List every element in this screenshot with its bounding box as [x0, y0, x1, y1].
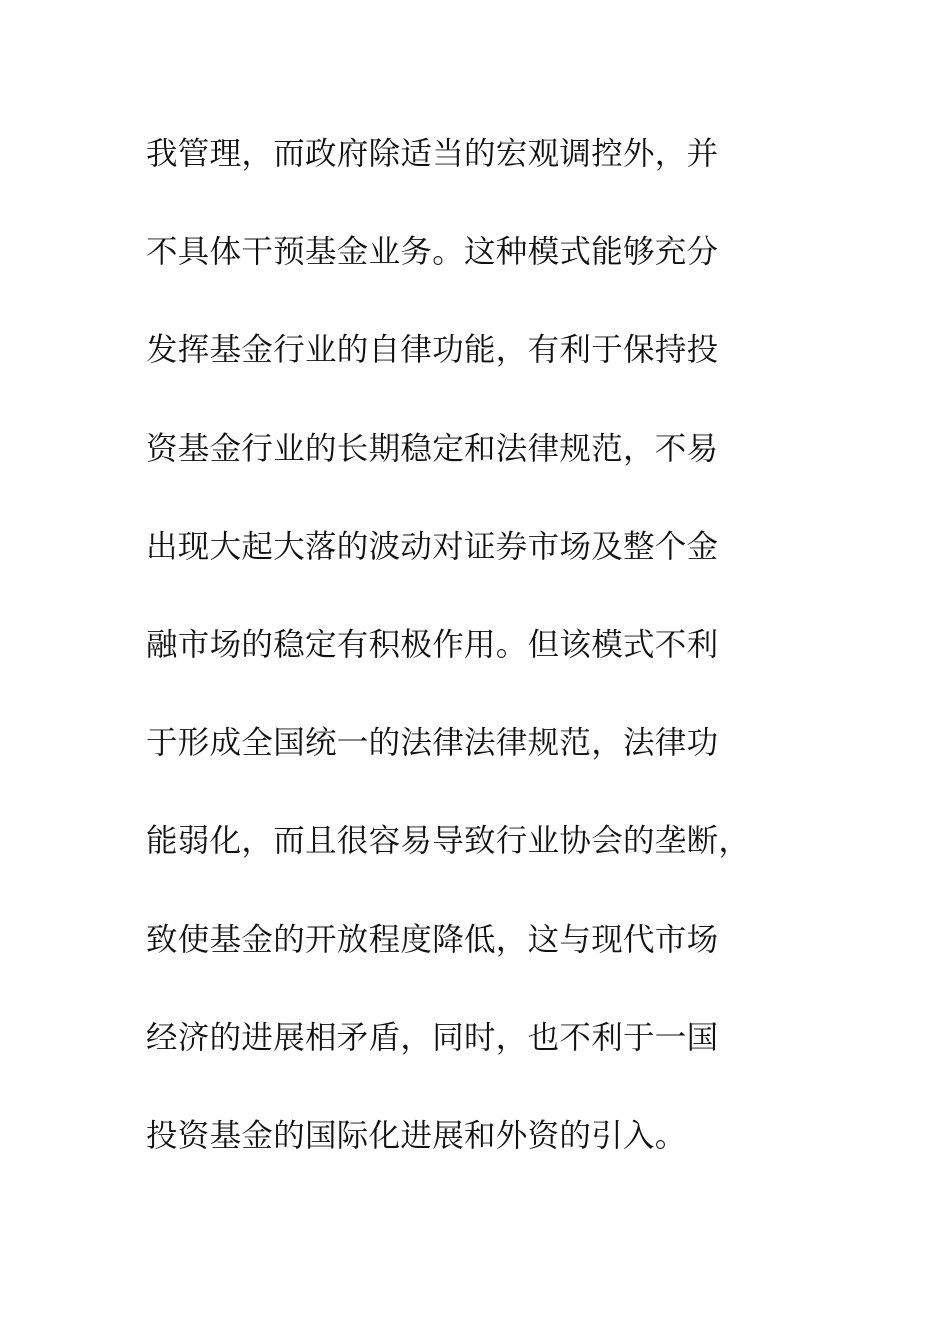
text-line: 资基金行业的长期稳定和法律规范，不易 [146, 430, 719, 467]
text-line: 出现大起大落的波动对证券市场及整个金 [146, 528, 719, 565]
text-line: 不具体干预基金业务。这种模式能够充分 [146, 234, 719, 271]
text-line: 发挥基金行业的自律功能，有利于保持投 [146, 332, 719, 369]
text-line: 我管理，而政府除适当的宏观调控外，并 [146, 136, 719, 172]
text-line: 致使基金的开放程度降低，这与现代市场 [146, 921, 719, 958]
text-line: 融市场的稳定有积极作用。但该模式不利 [146, 626, 719, 663]
text-line: 能弱化，而且很容易导致行业协会的垄断， [146, 823, 751, 860]
text-line: 投资基金的国际化进展和外资的引入。 [146, 1117, 687, 1154]
body-paragraph [146, 127, 826, 1207]
text-line: 经济的进展相矛盾，同时，也不利于一国 [146, 1019, 719, 1056]
text-line: 于形成全国统一的法律法律规范，法律功 [146, 725, 719, 762]
